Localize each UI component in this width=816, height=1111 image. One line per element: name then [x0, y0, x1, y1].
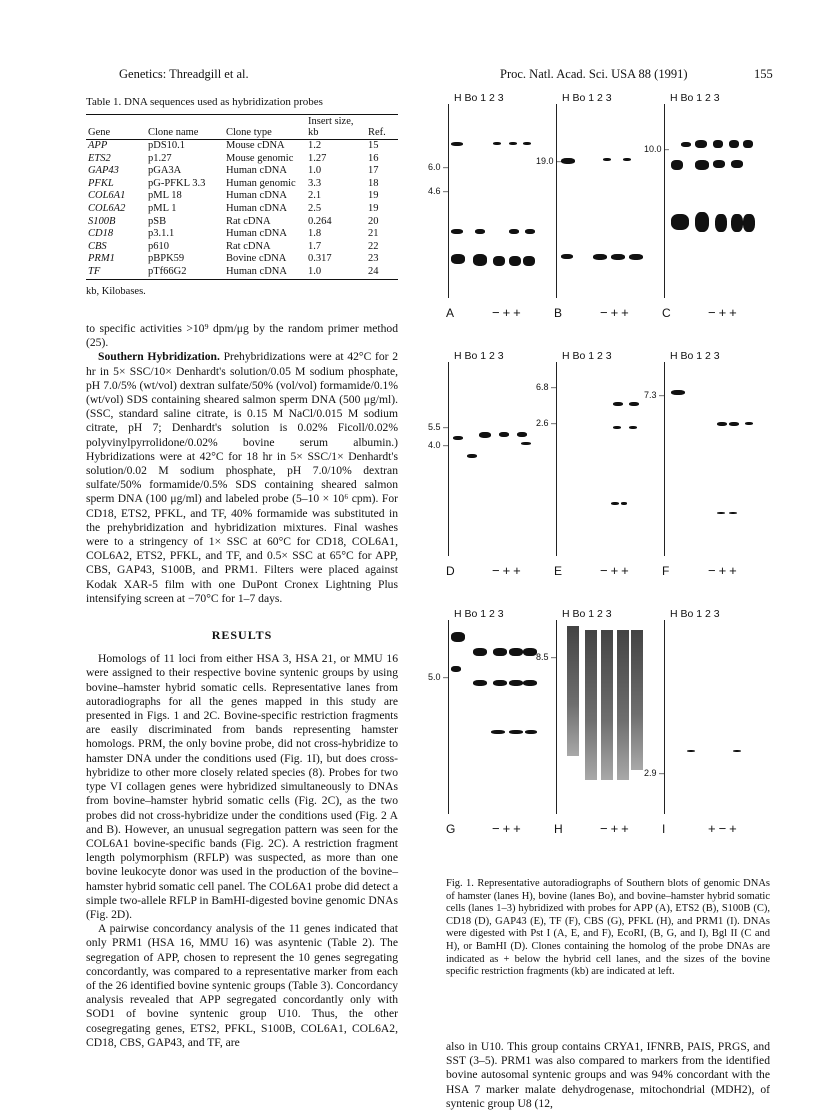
lane-smear — [631, 630, 643, 770]
blot-band — [603, 158, 611, 161]
cell-clone-name: pDS10.1 — [148, 140, 186, 151]
size-marker: 7.3 – — [644, 390, 665, 400]
blot-band — [713, 160, 725, 168]
table-row — [86, 153, 398, 166]
blot-band — [451, 254, 465, 264]
table-row — [86, 266, 398, 279]
blot-band — [523, 648, 537, 656]
blot-band — [731, 160, 743, 168]
cell-clone-type: Human cDNA — [226, 265, 287, 277]
blot-band — [733, 750, 741, 752]
paragraph-results-2: A pairwise concordancy analysis of the 11 genes indicated that only PRM1 (HSA 16, MMU 16) was asyntenic (Table 2). The segregation of APP, chosen to represent the 10 genes segregating concordantly, was compared to a representative marker from each of the 26 identified bovine syntenic groups (Table 3). Concordancy analysis revealed that APP segregated concordantly only with SOD1 of bovine syntenic group U10. Thus, the other cosegregating genes, ETS2, PFKL, S100B, COL6A1, COL6A2, CD18, CBS, GAP43, and TF, are — [86, 922, 398, 1049]
size-marker: 10.0 – — [644, 144, 670, 154]
cell-insert-size: 1.0 — [308, 165, 322, 177]
blot-band — [509, 229, 519, 234]
blot-band — [509, 730, 523, 734]
panel-letter: I — [662, 822, 666, 836]
panel-letter: E — [554, 564, 563, 578]
cell-ref: 21 — [368, 228, 379, 240]
blot-band — [717, 422, 727, 426]
cell-gene: COL6A2 — [88, 202, 126, 214]
blot-panel-h — [536, 608, 650, 838]
blot-band — [613, 426, 621, 429]
hybrid-lane-signs: −++ — [492, 563, 524, 578]
panel-letter: G — [446, 822, 456, 836]
cell-clone-name: pG-PFKL 3.3 — [148, 177, 206, 189]
blot-panel-d — [428, 350, 542, 580]
blot-band — [491, 730, 505, 734]
blot-band — [525, 229, 535, 234]
running-header-left: Genetics: Threadgill et al. — [119, 67, 249, 81]
lane-smear — [567, 626, 579, 756]
cell-ref: 23 — [368, 253, 379, 265]
cell-gene: TF — [88, 265, 101, 277]
cell-insert-size: 1.7 — [308, 240, 322, 252]
col-header-clone-name: Clone name — [146, 115, 224, 140]
page-number: 155 — [754, 67, 773, 81]
blot-band — [523, 256, 535, 266]
table-title: Table 1. DNA sequences used as hybridization probes — [86, 96, 323, 108]
blot-band — [509, 648, 523, 656]
lane-smear — [601, 630, 613, 780]
col-header-clone-type: Clone type — [224, 115, 306, 140]
blot-band — [681, 142, 691, 147]
blot-band — [473, 254, 487, 266]
col-header-gene: Gene — [86, 115, 146, 140]
hybrid-lane-signs: −++ — [708, 305, 740, 320]
size-marker: 8.5 – — [536, 652, 557, 662]
cell-insert-size: 1.2 — [308, 140, 322, 151]
blot-band — [687, 750, 695, 752]
hybrid-lane-signs: −++ — [708, 563, 740, 578]
panel-letter: B — [554, 306, 563, 320]
blot-band — [623, 158, 631, 161]
blot-band — [475, 229, 485, 234]
autoradiograph-image — [664, 362, 756, 556]
cell-clone-type: Mouse cDNA — [226, 140, 285, 151]
blot-band — [729, 422, 739, 426]
size-marker: 6.8 – — [536, 382, 557, 392]
blot-band — [671, 160, 683, 170]
cell-clone-type: Mouse genomic — [226, 152, 294, 164]
cell-gene: CBS — [88, 240, 107, 252]
blot-panel-c — [644, 92, 758, 322]
blot-band — [729, 512, 737, 514]
blot-panel-i — [644, 608, 758, 838]
blot-band — [561, 158, 575, 164]
size-marker: 4.6 – — [428, 186, 449, 196]
blot-band — [561, 254, 573, 259]
cell-ref: 18 — [368, 177, 379, 189]
lane-labels: H Bo 1 2 3 — [454, 92, 504, 104]
blot-band — [493, 256, 505, 266]
blot-panel-b — [536, 92, 650, 322]
autoradiograph-image — [556, 362, 648, 556]
blot-band — [695, 160, 709, 170]
blot-band — [611, 502, 619, 505]
figure-1-autoradiographs — [428, 92, 756, 867]
blot-panel-a — [428, 92, 542, 322]
southern-text: Prehybridizations were at 42°C for 2 hr in 5× SSC/10× Denhardt's solution/0.05 M sodium phosphate, pH 7.0/5% (wt/vol) dextran sulfate/50% (vol/vol) formamide/0.1% (wt/vol) SDS containing sheared salmon sperm DNA (500 μg/ml). (SSC, standard saline citrate, is 0.15 M NaCl/0.015 M sodium citrate, pH 7; Denhardt's solution is 0.02% Ficoll/0.02% polyvinylpyrrolidone/0.02% bovine serum albumin.) Hybridizations were at 42°C for 18 hr in 5× SSC/1× Denhardt's solution/0.02 M sodium phosphate, pH 7.0/10% dextran sulfate/50% formamide/0.5% SDS containing sheared salmon sperm DNA (100 μg/ml) and labeled probe (5–10 × 10⁶ cpm). For CD18, ETS2, PFKL, and TF, 40% formamide was substituted in the prehybridization and hybridization mixtures. Final washes were to a stringency of 1× SSC at 60°C for CD18, COL6A1, COL6A2, ETS2, PFKL, and TF, and 0.5× SSC at 65°C for APP, CBS, GAP43, S100B, and PRM1. Filters were placed against Kodak XAR-5 film with one DuPont Cronex Lightning Plus intensifying screen at −70°C for 1–7 days. — [86, 350, 398, 605]
table-row — [86, 228, 398, 241]
blot-band — [671, 390, 685, 395]
blot-band — [523, 142, 531, 145]
cell-insert-size: 1.27 — [308, 152, 327, 164]
table-row — [86, 190, 398, 203]
blot-band — [493, 648, 507, 656]
blot-band — [453, 436, 463, 440]
size-marker: 5.5 – — [428, 422, 449, 432]
cell-clone-type: Rat cDNA — [226, 215, 271, 227]
running-header-journal: Proc. Natl. Acad. Sci. USA 88 (1991) — [500, 67, 688, 81]
blot-band — [509, 680, 523, 686]
left-column-text — [86, 322, 398, 1050]
blot-band — [671, 214, 689, 230]
cell-insert-size: 1.8 — [308, 228, 322, 240]
cell-insert-size: 0.264 — [308, 215, 332, 227]
cell-clone-name: pSB — [148, 215, 167, 227]
table-row — [86, 241, 398, 254]
blot-band — [629, 254, 643, 260]
cell-clone-type: Rat cDNA — [226, 240, 271, 252]
cell-clone-type: Bovine cDNA — [226, 253, 287, 265]
cell-clone-name: p1.27 — [148, 152, 172, 164]
blot-band — [509, 256, 521, 266]
size-marker: 2.9 – — [644, 768, 665, 778]
cell-ref: 19 — [368, 190, 379, 202]
blot-band — [473, 648, 487, 656]
blot-band — [525, 730, 537, 734]
col-header-ref: Ref. — [366, 115, 398, 140]
cell-insert-size: 3.3 — [308, 177, 322, 189]
section-lead-southern: Southern Hybridization. — [98, 350, 220, 364]
panel-letter: C — [662, 306, 671, 320]
table-footnote: kb, Kilobases. — [86, 285, 146, 297]
paragraph-specific-activity: to specific activities >10⁹ dpm/μg by the random primer method (25). — [86, 322, 398, 350]
autoradiograph-image — [664, 620, 756, 814]
cell-clone-name: pML 18 — [148, 190, 182, 202]
cell-gene: ETS2 — [88, 152, 111, 164]
size-marker: 4.0 – — [428, 440, 449, 450]
blot-band — [743, 214, 755, 232]
panel-letter: A — [446, 306, 455, 320]
blot-band — [521, 442, 531, 445]
cell-ref: 19 — [368, 202, 379, 214]
cell-gene: COL6A1 — [88, 190, 126, 202]
blot-band — [451, 229, 463, 234]
blot-band — [451, 632, 465, 642]
size-marker: 2.6 – — [536, 418, 557, 428]
cell-gene: APP — [88, 140, 108, 151]
table-row — [86, 140, 398, 153]
lane-labels: H Bo 1 2 3 — [670, 350, 720, 362]
cell-gene: PRM1 — [88, 253, 115, 265]
cell-ref: 15 — [368, 140, 379, 151]
cell-clone-type: Human cDNA — [226, 228, 287, 240]
blot-band — [713, 140, 723, 148]
blot-band — [613, 402, 623, 406]
blot-band — [517, 432, 527, 437]
hybrid-lane-signs: −++ — [600, 563, 632, 578]
cell-clone-name: pML 1 — [148, 202, 177, 214]
paragraph-results-1: Homologs of 11 loci from either HSA 3, HSA 21, or MMU 16 were assigned to their respective bovine syntenic groups by using bovine–hamster hybrid somatic cells. Representative lanes from autoradiographs for all the genes mapped in this study are presented in Figs. 1 and 2C. Bovine-specific restriction fragments are easily discriminated from bands representing hamster homologs. PRM, the only bovine probe, did not cross-hybridize to hamster DNA under the conditions used (Fig. 1I), but does cross-hybridize to other more closely related species (8). Probes for two type VI collagen genes were hybridized simultaneously to DNAs from bovine–hamster hybrid somatic cells (Fig. 2C), as the two probes did not cross-hybridize under the conditions used (Fig. 2 A and B). However, an unusual segregation pattern was seen for the COL6A1 bovine-specific bands (Fig. 2C). A restriction fragment length polymorphism (RFLP) was suspected, as more than one bovine leukocyte donor was used in the production of the bovine–hamster hybrid somatic cell panel. The COL6A1 probe did detect a simple two-allele RFLP in BamHI-digested bovine genomic DNAs (Fig. 2D). — [86, 652, 398, 921]
probe-table — [86, 114, 398, 280]
hybrid-lane-signs: −++ — [600, 821, 632, 836]
hybrid-lane-signs: −++ — [492, 821, 524, 836]
hybrid-lane-signs: −++ — [492, 305, 524, 320]
size-marker: 19.0 – — [536, 156, 562, 166]
blot-panel-e — [536, 350, 650, 580]
autoradiograph-image — [448, 620, 540, 814]
size-marker: 5.0 – — [428, 672, 449, 682]
blot-band — [493, 680, 507, 686]
autoradiograph-image — [556, 620, 648, 814]
blot-band — [621, 502, 627, 505]
blot-panel-g — [428, 608, 542, 838]
blot-band — [731, 214, 743, 232]
hybrid-lane-signs: −++ — [600, 305, 632, 320]
blot-band — [473, 680, 487, 686]
cell-gene: PFKL — [88, 177, 114, 189]
blot-band — [743, 140, 753, 148]
figure-1-caption: Fig. 1. Representative autoradiographs of Southern blots of genomic DNAs of hamster (lanes H), bovine (lanes Bo), and bovine–hamster hybrid somatic cells (lanes 1–3) hybridized with probes for APP (A), ETS2 (B), S100B (C), CD18 (D), GAP43 (E), TF (F), CBS (G), PFKL (H), and PRM1 (I). DNAs were digested with Pst I (A, E, and F), EcoRI, (B, G, and I), Bgl II (C and H), or BamHI (D). Clones containing the homolog of the probe DNAs are indicated as + below the hybrid cell lanes, and the sizes of the bovine specific restriction fragments (kb) are indicated at left. — [446, 878, 770, 978]
blot-band — [499, 432, 509, 437]
cell-insert-size: 1.0 — [308, 265, 322, 277]
cell-clone-type: Human cDNA — [226, 190, 287, 202]
blot-band — [451, 666, 461, 672]
cell-insert-size: 0.317 — [308, 253, 332, 265]
lane-smear — [585, 630, 597, 780]
panel-letter: F — [662, 564, 670, 578]
table-row — [86, 253, 398, 266]
cell-clone-name: p610 — [148, 240, 169, 252]
cell-clone-name: p3.1.1 — [148, 228, 175, 240]
lane-labels: H Bo 1 2 3 — [562, 350, 612, 362]
cell-clone-type: Human cDNA — [226, 165, 287, 177]
blot-band — [509, 142, 517, 145]
blot-band — [493, 142, 501, 145]
size-marker: 6.0 – — [428, 162, 449, 172]
table-row — [86, 165, 398, 178]
lane-labels: H Bo 1 2 3 — [454, 608, 504, 620]
blot-band — [715, 214, 727, 232]
panel-letter: H — [554, 822, 563, 836]
lane-labels: H Bo 1 2 3 — [670, 608, 720, 620]
blot-band — [467, 454, 477, 458]
cell-ref: 20 — [368, 215, 379, 227]
cell-clone-type: Human cDNA — [226, 202, 287, 214]
blot-band — [745, 422, 753, 425]
blot-band — [629, 426, 637, 429]
blot-band — [523, 680, 537, 686]
paragraph-southern-hybridization — [86, 350, 398, 606]
table-row — [86, 203, 398, 216]
blot-band — [717, 512, 725, 514]
autoradiograph-image — [664, 104, 756, 298]
cell-gene: GAP43 — [88, 165, 119, 177]
autoradiograph-image — [448, 362, 540, 556]
lane-labels: H Bo 1 2 3 — [670, 92, 720, 104]
cell-ref: 16 — [368, 152, 379, 164]
autoradiograph-image — [556, 104, 648, 298]
lane-smear — [617, 630, 629, 780]
table-row — [86, 216, 398, 229]
col-header-insert-size: Insert size, kb — [306, 115, 366, 140]
blot-band — [451, 142, 463, 146]
cell-ref: 17 — [368, 165, 379, 177]
cell-ref: 24 — [368, 265, 379, 277]
hybrid-lane-signs: +−+ — [708, 821, 740, 836]
blot-band — [629, 402, 639, 406]
cell-gene: S100B — [88, 215, 116, 227]
results-heading: RESULTS — [211, 628, 273, 643]
cell-ref: 22 — [368, 240, 379, 252]
lane-labels: H Bo 1 2 3 — [454, 350, 504, 362]
cell-insert-size: 2.5 — [308, 202, 322, 214]
blot-panel-f — [644, 350, 758, 580]
table-row — [86, 178, 398, 191]
lane-labels: H Bo 1 2 3 — [562, 608, 612, 620]
right-column-text: also in U10. This group contains CRYA1, IFNRB, PAIS, PRGS, and SST (3–5). PRM1 was also compared to markers from the identified bovine autosomal syntenic groups and was 94% concordant with the HSA 7 marker malate dehydrogenase, mitochondrial (MDH2), of syntenic group U8 (12, — [446, 1040, 770, 1110]
blot-band — [611, 254, 625, 260]
lane-labels: H Bo 1 2 3 — [562, 92, 612, 104]
cell-clone-name: pGA3A — [148, 165, 182, 177]
cell-clone-name: pTf66G2 — [148, 265, 187, 277]
blot-band — [695, 140, 707, 148]
blot-band — [593, 254, 607, 260]
cell-clone-type: Human genomic — [226, 177, 296, 189]
blot-band — [695, 212, 709, 232]
cell-gene: CD18 — [88, 228, 114, 240]
panel-letter: D — [446, 564, 455, 578]
cell-clone-name: pBPK59 — [148, 253, 185, 265]
autoradiograph-image — [448, 104, 540, 298]
table-1 — [86, 96, 398, 297]
cell-insert-size: 2.1 — [308, 190, 322, 202]
blot-band — [729, 140, 739, 148]
blot-band — [479, 432, 491, 438]
